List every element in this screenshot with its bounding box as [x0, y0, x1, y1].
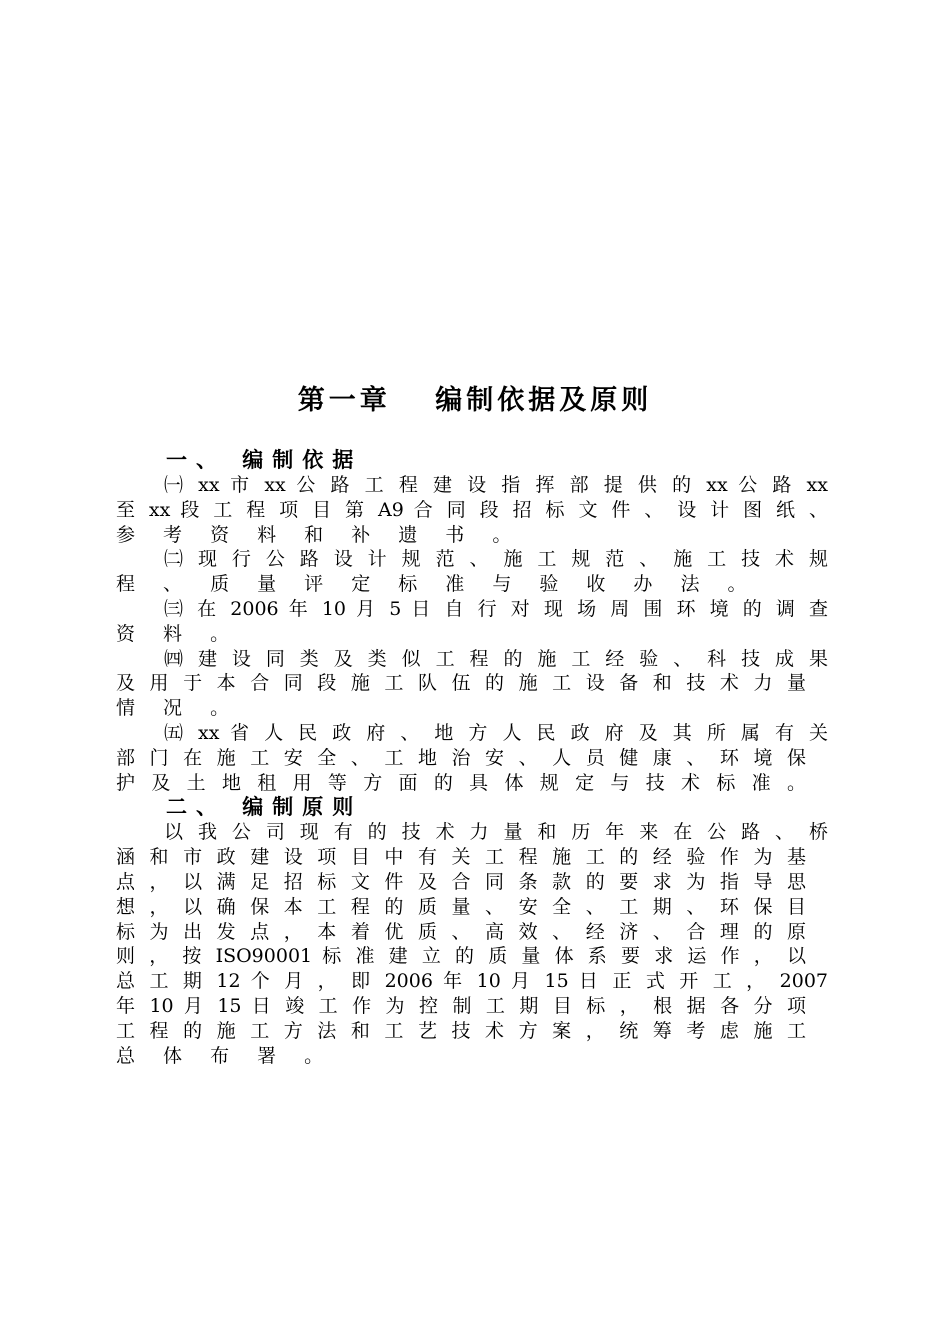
paragraph-line: 程 、 质 量 评 定 标 准 与 验 收 办 法 。: [116, 573, 758, 596]
paragraph-line: 情 况 。: [116, 697, 241, 720]
paragraph-line: ㈢ 在 2006 年 10 月 5 日 自 行 对 现 场 周 围 环 境 的 调 查: [164, 597, 828, 620]
paragraph-line: 工 程 的 施 工 方 法 和 工 艺 技 术 方 案 ， 统 筹 考 虑 施 工: [116, 1019, 806, 1042]
paragraph-line: 点 ， 以 满 足 招 标 文 件 及 合 同 条 款 的 要 求 为 指 导 思: [116, 870, 806, 893]
paragraph-line: 年 10 月 15 日 竣 工 作 为 控 制 工 期 目 标 ， 根 据 各 分 项: [116, 994, 806, 1017]
paragraph-line: 则 ， 按 ISO90001 标 准 建 立 的 质 量 体 系 要 求 运 作 ， 以: [116, 945, 806, 968]
paragraph-line: 护 及 土 地 租 用 等 方 面 的 具 体 规 定 与 技 术 标 准 。: [116, 771, 806, 794]
document-body: [116, 448, 828, 1068]
section-heading-basis: 一、 编制依据: [166, 448, 363, 472]
paragraph-line: 及 用 于 本 合 同 段 施 工 队 伍 的 施 工 设 备 和 技 术 力 量: [116, 672, 806, 695]
paragraph-line: 以 我 公 司 现 有 的 技 术 力 量 和 历 年 来 在 公 路 、 桥: [164, 821, 828, 844]
paragraph-line: ㈤ xx 省 人 民 政 府 、 地 方 人 民 政 府 及 其 所 属 有 关: [164, 721, 828, 744]
paragraph-line: ㈠ xx 市 xx 公 路 工 程 建 设 指 挥 部 提 供 的 xx 公 路 xx: [164, 474, 828, 496]
paragraph-line: 资 料 。: [116, 622, 241, 645]
paragraph-line: ㈣ 建 设 同 类 及 类 似 工 程 的 施 工 经 验 、 科 技 成 果: [164, 647, 828, 670]
paragraph-line: 想 ， 以 确 保 本 工 程 的 质 量 、 安 全 、 工 期 、 环 保 目: [116, 895, 806, 918]
paragraph-line: 总 工 期 12 个 月 ， 即 2006 年 10 月 15 日 正 式 开 工 ， 2007: [116, 970, 828, 993]
paragraph-line: ㈡ 现 行 公 路 设 计 规 范 、 施 工 规 范 、 施 工 技 术 规: [164, 548, 828, 571]
paragraph-line: 涵 和 市 政 建 设 项 目 中 有 关 工 程 施 工 的 经 验 作 为 基: [116, 846, 806, 869]
chapter-title: 第一章 编制依据及原则: [297, 385, 653, 416]
paragraph-line: 标 为 出 发 点 ， 本 着 优 质 、 高 效 、 经 济 、 合 理 的 原: [116, 920, 806, 943]
paragraph-line: 总 体 布 署 。: [116, 1044, 335, 1067]
paragraph-line: 参 考 资 料 和 补 遗 书 。: [116, 523, 523, 546]
section-heading-principles: 二、 编制原则: [166, 795, 363, 820]
paragraph-line: 至 xx 段 工 程 项 目 第 A9 合 同 段 招 标 文 件 、 设 计 图 纸 、: [116, 498, 828, 521]
paragraph-line: 部 门 在 施 工 安 全 、 工 地 治 安 、 人 员 健 康 、 环 境 保: [116, 746, 806, 769]
